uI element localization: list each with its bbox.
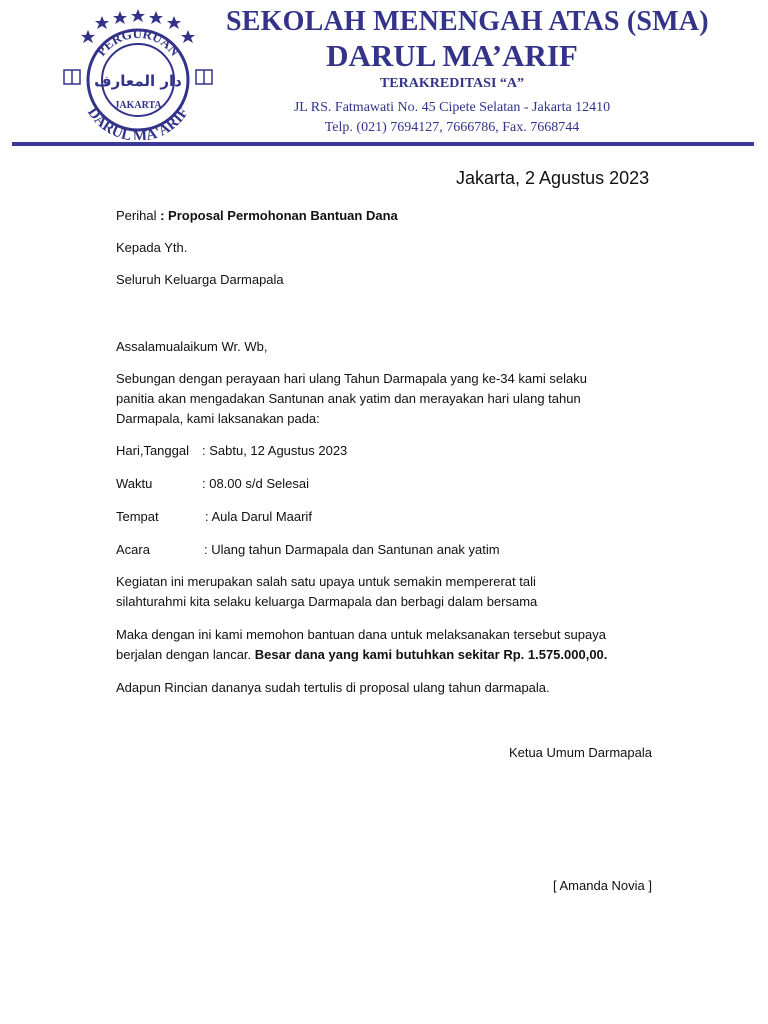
logo-arabic: دار المعارف bbox=[94, 72, 182, 90]
logo-text-top: PERGURUAN bbox=[93, 25, 183, 59]
detail-row-date bbox=[116, 441, 347, 461]
purpose-paragraph bbox=[116, 572, 656, 612]
recipient-line-1: Kepada Yth. bbox=[116, 240, 188, 255]
school-logo bbox=[62, 8, 214, 140]
detail-label: Acara bbox=[116, 542, 150, 557]
requested-amount: Besar dana yang kami butuhkan sekitar Rp. 1.575.000,00. bbox=[254, 647, 608, 662]
request-line: Maka dengan ini kami memohon bantuan dana untuk melaksanakan tersebut supaya bbox=[116, 627, 606, 642]
letterhead bbox=[0, 0, 768, 150]
purpose-line: Kegiatan ini merupakan salah satu upaya untuk semakin mempererat tali bbox=[116, 574, 536, 589]
signer-title: Ketua Umum Darmapala bbox=[508, 745, 652, 760]
detail-label: Waktu bbox=[116, 476, 153, 491]
logo-text-bottom: DARUL MA'ARIF bbox=[84, 104, 192, 140]
school-name: DARUL MA’ARIF bbox=[326, 38, 578, 73]
intro-paragraph bbox=[116, 369, 656, 429]
intro-line: Sebungan dengan perayaan hari ulang Tahun Darmapala yang ke-34 kami selaku bbox=[116, 371, 587, 386]
school-type: SEKOLAH MENENGAH ATAS (SMA) bbox=[226, 6, 709, 37]
recipient-line-2: Seluruh Keluarga Darmapala bbox=[116, 272, 284, 287]
detail-value: : 08.00 s/d Selesai bbox=[202, 476, 309, 491]
signer-name: [ Amanda Novia ] bbox=[553, 878, 652, 893]
detail-value: : Aula Darul Maarif bbox=[205, 509, 312, 524]
detail-label: Tempat bbox=[116, 509, 159, 524]
intro-line: panitia akan mengadakan Santunan anak yatim dan merayakan hari ulang tahun bbox=[116, 391, 581, 406]
subject-value: : Proposal Permohonan Bantuan Dana bbox=[160, 208, 398, 223]
closing-line: Adapun Rincian dananya sudah tertulis di proposal ulang tahun darmapala. bbox=[116, 680, 550, 695]
request-line bbox=[116, 645, 656, 665]
accreditation: TERAKREDITASI “A” bbox=[379, 76, 525, 91]
intro-line: Darmapala, kami laksanakan pada: bbox=[116, 411, 320, 426]
subject-line bbox=[116, 206, 398, 226]
letterhead-divider bbox=[12, 142, 754, 146]
greeting: Assalamualaikum Wr. Wb, bbox=[116, 339, 268, 354]
school-phone: Telp. (021) 7694127, 7666786, Fax. 7668744 bbox=[324, 120, 580, 135]
detail-row-event bbox=[116, 540, 500, 560]
request-text: berjalan dengan lancar. bbox=[116, 647, 255, 662]
detail-row-place bbox=[116, 507, 312, 527]
subject-label: Perihal bbox=[116, 208, 157, 223]
svg-text:PERGURUAN bbox=[93, 26, 183, 59]
logo-text-middle: JAKARTA bbox=[114, 100, 162, 111]
letter-date: Jakarta, 2 Agustus 2023 bbox=[456, 168, 650, 188]
detail-row-time bbox=[116, 474, 309, 494]
detail-value: : Ulang tahun Darmapala dan Santunan anak yatim bbox=[204, 542, 500, 557]
purpose-line: silahturahmi kita selaku keluarga Darmapala dan berbagi dalam bersama bbox=[116, 594, 538, 609]
request-paragraph bbox=[116, 625, 656, 665]
detail-value: : Sabtu, 12 Agustus 2023 bbox=[202, 443, 348, 458]
detail-label: Hari,Tanggal bbox=[116, 443, 189, 458]
school-address: JL RS. Fatmawati No. 45 Cipete Selatan - Jakarta 12410 bbox=[293, 100, 611, 115]
